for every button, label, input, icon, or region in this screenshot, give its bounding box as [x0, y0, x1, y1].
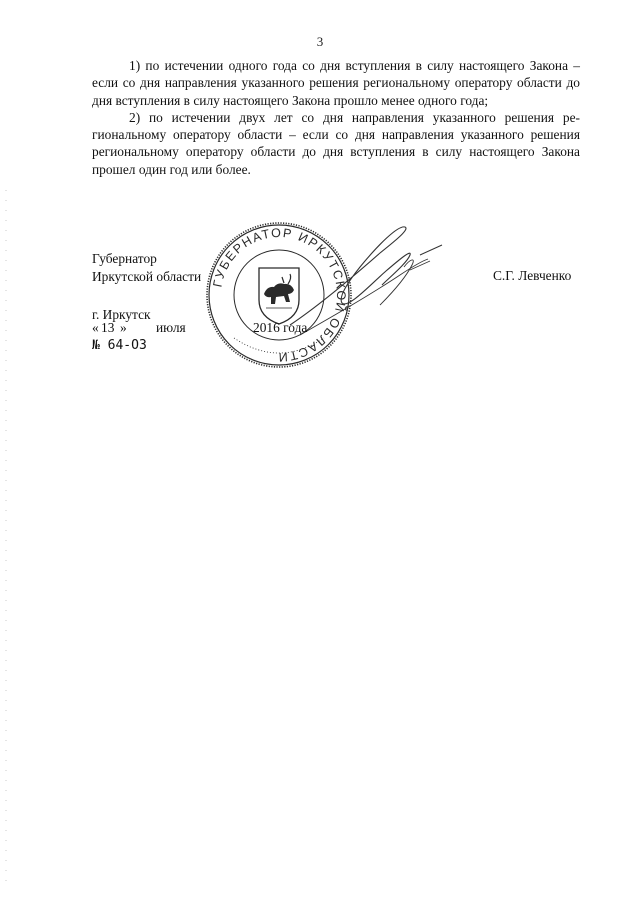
- date-close-quote: »: [120, 320, 127, 335]
- signatory-name: С.Г. Левченко: [493, 268, 572, 283]
- signatory-title-line1: Губернатор: [92, 251, 157, 266]
- signatory-title-line2: Иркутской области: [92, 269, 202, 284]
- paragraph-2: 2) по истечении двух лет со дня направления указанного решения региональному оператору области – если со дня направления указанного решения региональному оператору области до дня вступления в силу настоящего Закона прошел один год или более.: [92, 109, 580, 177]
- date-year: 2016 года: [253, 320, 308, 335]
- law-number: № 64-ОЗ: [92, 338, 147, 353]
- seal-text: ГУБЕРНАТОР ИРКУТСКОЙ ОБЛАСТИ: [210, 225, 349, 365]
- scan-edge-marks: [4, 190, 8, 890]
- place: г. Иркутск: [92, 307, 151, 322]
- signatory-title: [92, 250, 201, 286]
- paragraph-1: 1) по истечении одного года со дня вступления в силу настоящего Закона – если со дня направления указанного решения региональному оператору области до дня вступления в силу настоящего Закона прошло менее одного года;: [92, 58, 580, 108]
- date-open-quote: «: [92, 320, 99, 335]
- law-text: [92, 57, 580, 178]
- page-number: 3: [316, 34, 324, 49]
- date-month: июля: [156, 320, 186, 335]
- date-day: 13: [101, 320, 115, 335]
